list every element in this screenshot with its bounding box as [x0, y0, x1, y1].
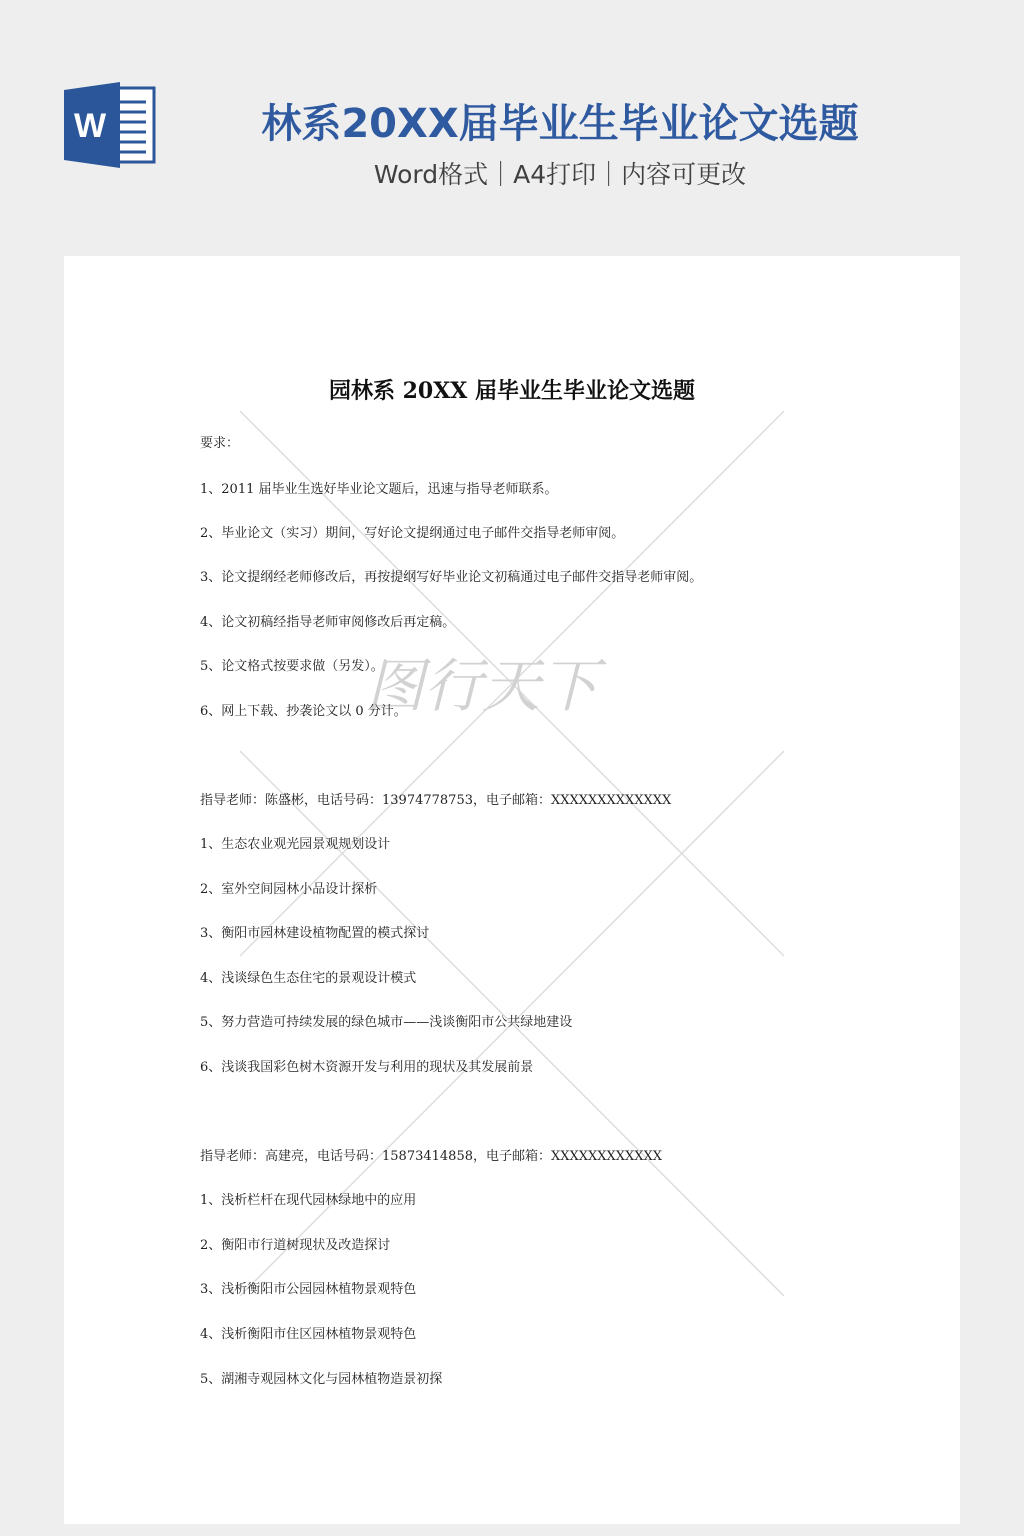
advisor-info: 指导老师：高建亮，电话号码：15873414858，电子邮箱：XXXXXXXXXXXX	[200, 1149, 663, 1164]
topic-item: 1、浅析栏杆在现代园林绿地中的应用	[200, 1193, 417, 1208]
topic-item: 2、室外空间园林小品设计探析	[200, 882, 378, 897]
requirement-item: 2、毕业论文（实习）期间，写好论文提纲通过电子邮件交指导老师审阅。	[200, 526, 625, 541]
requirements-label: 要求：	[200, 436, 240, 451]
topic-item: 5、湖湘寺观园林文化与园林植物造景初探	[200, 1372, 443, 1387]
topic-item: 2、衡阳市行道树现状及改造探讨	[200, 1238, 391, 1253]
topic-item: 4、浅谈绿色生态住宅的景观设计模式	[200, 971, 417, 986]
topic-item: 6、浅谈我国彩色树木资源开发与利用的现状及其发展前景	[200, 1060, 534, 1075]
requirement-item: 6、网上下载、抄袭论文以 0 分计。	[200, 704, 407, 719]
topic-item: 5、努力营造可持续发展的绿色城市——浅谈衡阳市公共绿地建设	[200, 1015, 573, 1030]
page-subtitle: Word格式｜A4打印｜内容可更改	[373, 160, 747, 189]
document-title: 园林系 20XX 届毕业生毕业论文选题	[328, 378, 696, 404]
document-page	[64, 256, 960, 1524]
advisor-info: 指导老师：陈盛彬，电话号码：13974778753，电子邮箱：XXXXXXXXXXXXX	[200, 793, 672, 808]
requirement-item: 5、论文格式按要求做（另发）。	[200, 659, 384, 674]
requirement-item: 4、论文初稿经指导老师审阅修改后再定稿。	[200, 615, 456, 630]
topic-item: 3、浅析衡阳市公园园林植物景观特色	[200, 1282, 417, 1297]
topic-item: 4、浅析衡阳市住区园林植物景观特色	[200, 1327, 417, 1342]
page-title: 林系20XX届毕业生毕业论文选题	[261, 101, 859, 147]
requirement-item: 1、2011 届毕业生选好毕业论文题后，迅速与指导老师联系。	[200, 482, 558, 497]
watermark	[64, 256, 960, 1524]
header	[0, 0, 1024, 256]
word-icon	[64, 82, 156, 168]
watermark-text: 图行天下	[365, 652, 599, 720]
requirement-item: 3、论文提纲经老师修改后，再按提纲写好毕业论文初稿通过电子邮件交指导老师审阅。	[200, 570, 703, 585]
word-icon-letter: W	[73, 107, 107, 145]
topic-item: 3、衡阳市园林建设植物配置的模式探讨	[200, 926, 430, 941]
topic-item: 1、生态农业观光园景观规划设计	[200, 837, 391, 852]
